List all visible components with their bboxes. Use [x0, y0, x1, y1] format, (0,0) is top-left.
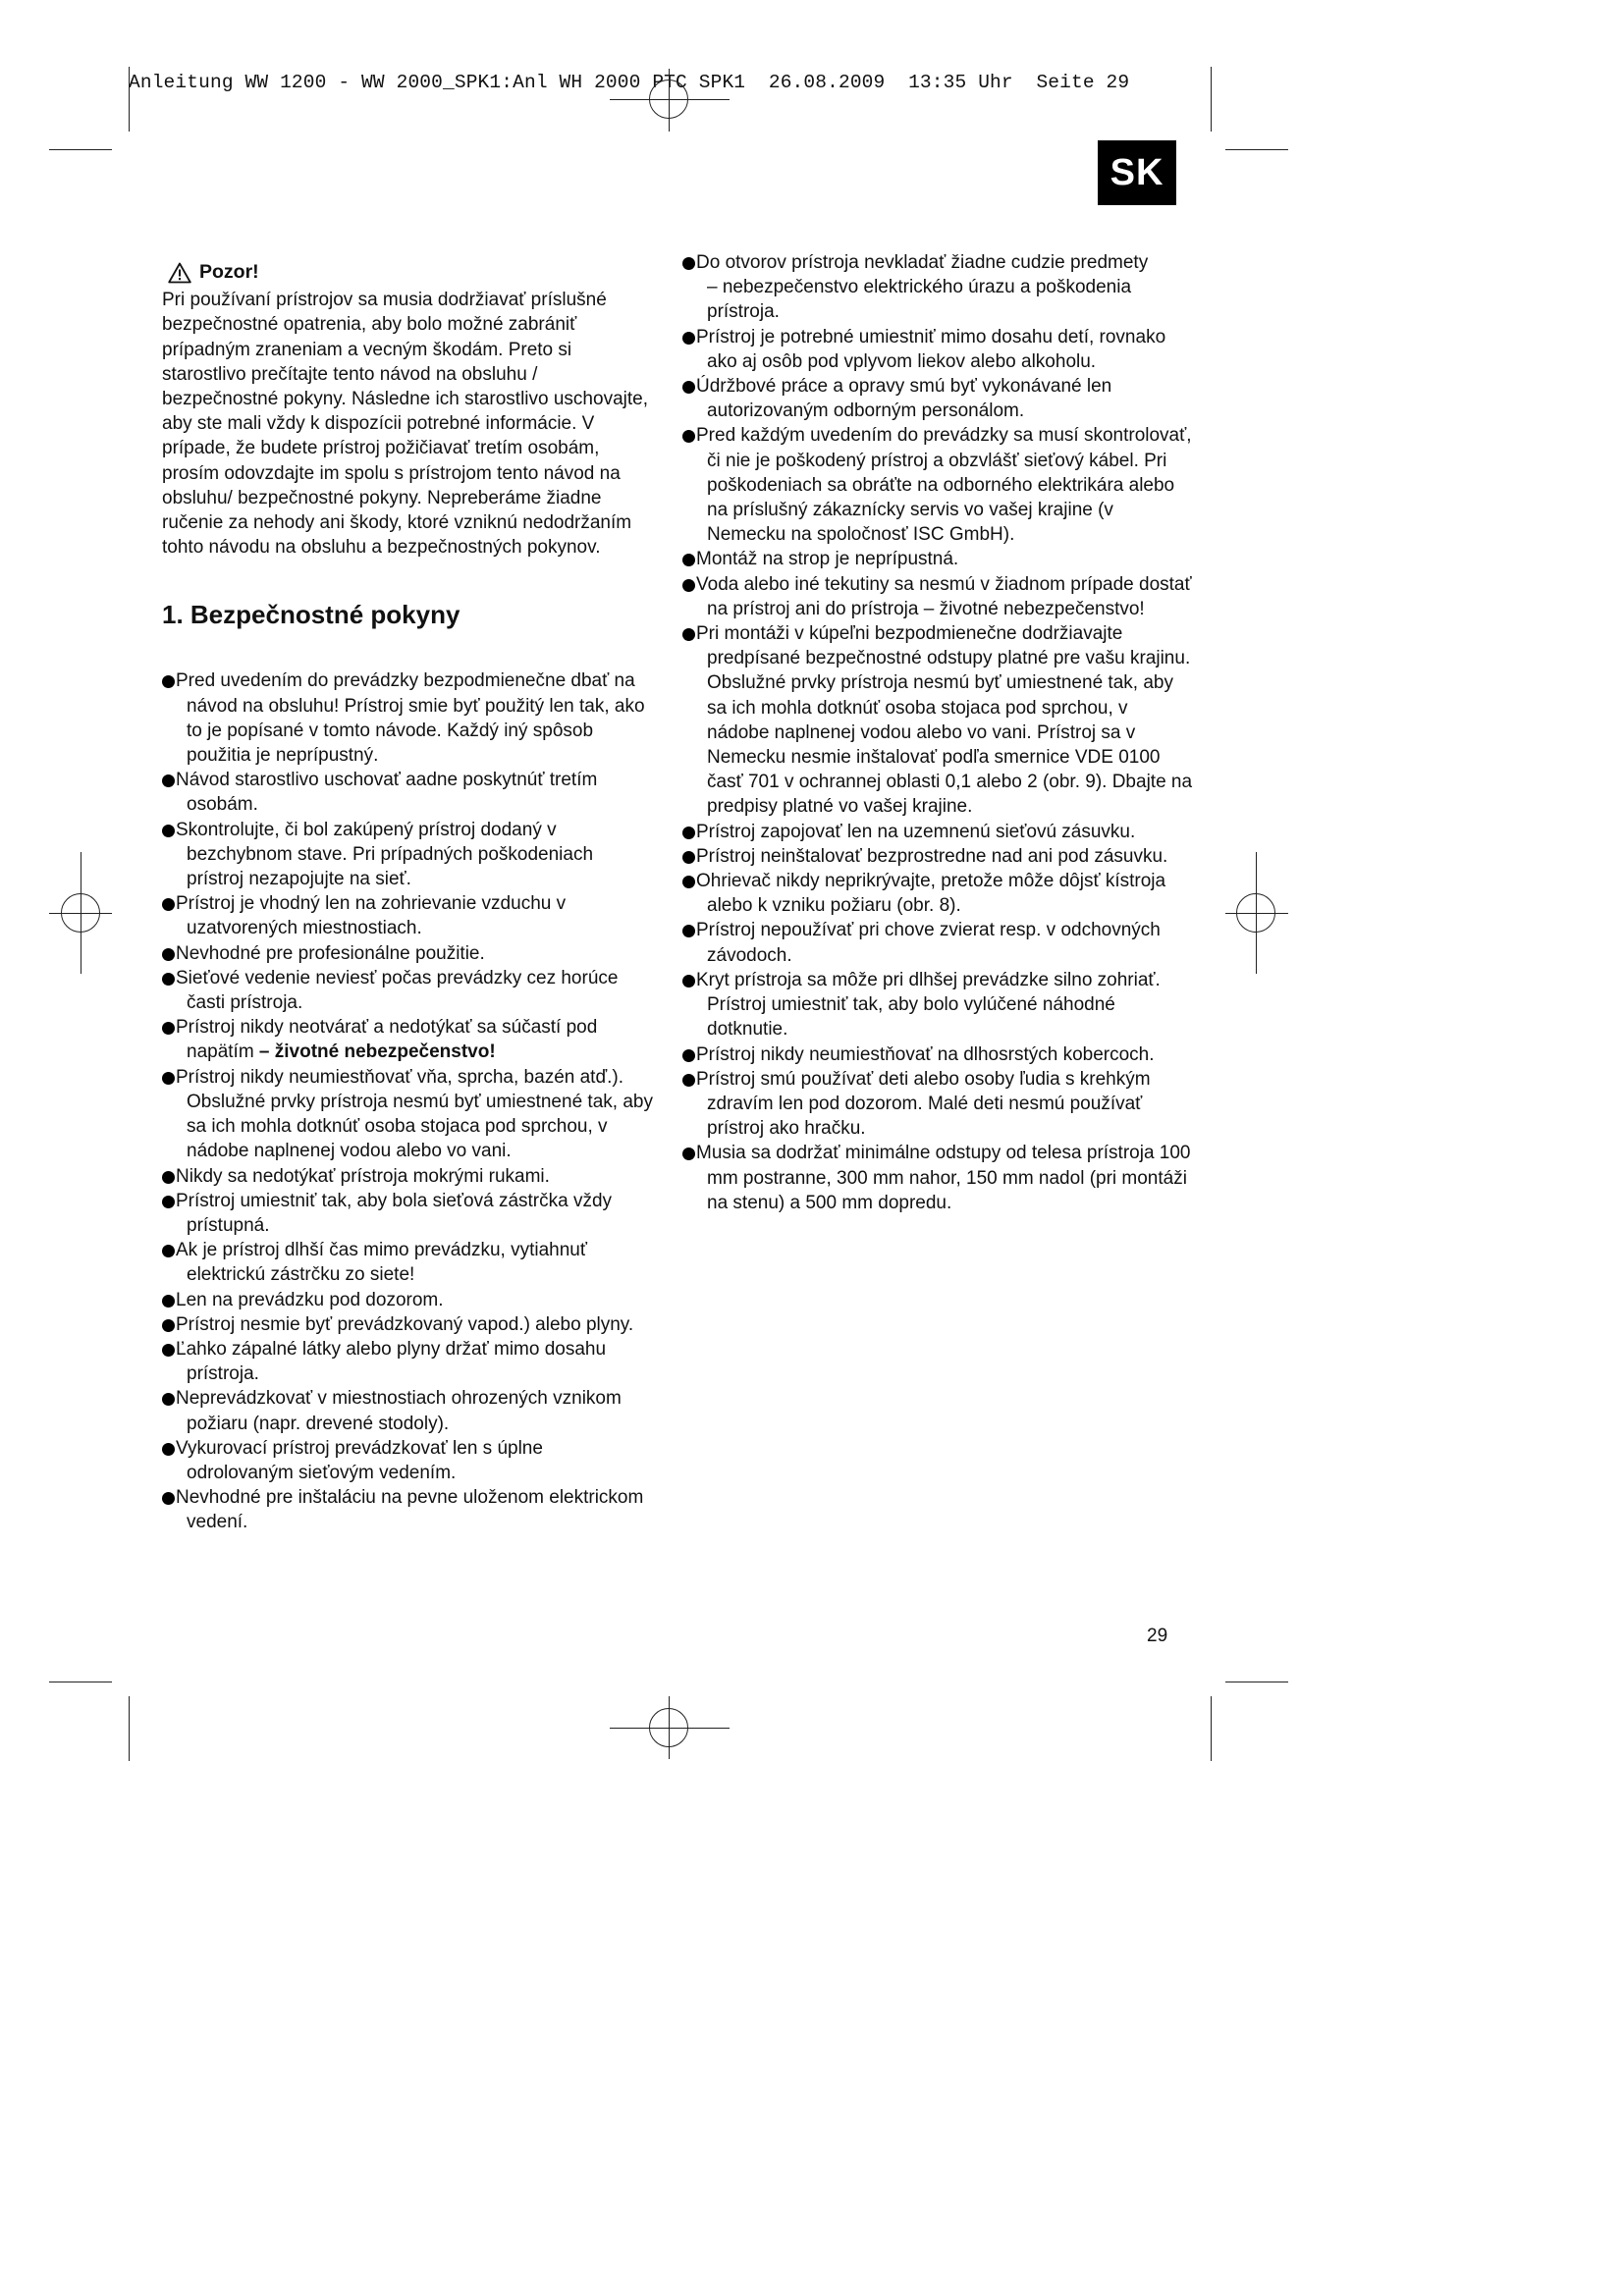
list-item-text: Neprevádzkovať v miestnostiach ohrozených vznikom požiaru (napr. drevené stodoly). [176, 1388, 622, 1434]
crop-mark [1211, 67, 1212, 132]
registration-mark [1236, 893, 1275, 933]
list-item-text: Pred uvedením do prevádzky bezpodmienečne dbať na návod na obsluhu! Prístroj smie byť použitý len tak, ako to je popísané v tomto návode. Každý iný spôsob použitia je neprípustný. [176, 670, 645, 767]
bullet-icon [162, 1393, 175, 1406]
bullet-icon [162, 675, 175, 688]
list-item [162, 966, 653, 1015]
crop-mark [1211, 1696, 1212, 1761]
bullet-icon [682, 1049, 695, 1062]
list-item-text: Pred každým uvedením do prevádzky sa musí skontrolovať, či nie je poškodený prístroj a obzvlášť sieťový kábel. Pri poškodeniach sa obráťte na odborného elektrikára alebo na príslušný zákaznícky servis vo vašej krajine (v Nemecku na spoločnosť ISC GmbH). [696, 425, 1192, 546]
list-item [162, 1065, 653, 1164]
crop-mark [1225, 149, 1288, 150]
list-item [162, 668, 653, 768]
bullet-icon [162, 948, 175, 961]
list-item [682, 820, 1193, 844]
bullet-icon [682, 876, 695, 888]
bullet-icon [162, 774, 175, 787]
list-item-text-wrap [176, 1015, 653, 1064]
bullet-icon [162, 973, 175, 986]
bullet-icon [162, 1443, 175, 1456]
warning-heading [162, 260, 653, 285]
list-item-text: Prístroj nikdy neumiestňovať vňa, sprcha, bazén atď.). Obslužné prvky prístroja nesmú byť umiestnené tak, aby sa ich mohla dotknúť osoba stojaca pod sprchou, v nádobe naplnenej vodou alebo vo vani. [176, 1066, 653, 1162]
registration-mark [61, 893, 100, 933]
list-item-text: Nevhodné pre profesionálne použitie. [176, 942, 485, 964]
bullet-icon [682, 332, 695, 345]
list-item [682, 547, 1193, 571]
list-item [162, 891, 653, 940]
list-item-text: Prístroj nikdy neumiestňovať na dlhosrstých kobercoch. [696, 1043, 1155, 1065]
registration-mark [649, 1708, 688, 1747]
list-item-text: Pri montáži v kúpeľni bezpodmienečne dodržiavajte predpísané bezpečnostné odstupy platné pre vašu krajinu. Obslužné prvky prístroja nesmú byť umiestnené tak, aby sa ich mohla dotknúť osoba stojaca pod sprchou, v nádobe naplnenej vodou alebo vo vani. Prístroj sa v Nemecku nesmie inštalovať podľa smernice VDE 0100 časť 701 v ochrannej oblasti 0,1 alebo 2 (obr. 9). Dbajte na predpisy platné vo vašej krajine. [696, 623, 1193, 818]
warning-body: Pri používaní prístrojov sa musia dodržiavať príslušné bezpečnostné opatrenia, aby bolo možné zabrániť prípadným zraneniam a vecným škodám. Preto si starostlivo prečítajte tento návod na obsluhu / bezpečnostné pokyny. Následne ich starostlivo uschovajte, aby ste mali vždy k dispozícii potrebné informácie. V prípade, že budete prístroj požičiavať tretím osobám, prosím odovzdajte im spolu s prístrojom tento návod na obsluhu/ bezpečnostné pokyny. Nepreberáme žiadne ručenie za nehody ani škody, ktoré vzniknú nedodržaním tohto návodu na obsluhu a bezpečnostných pokynov. [162, 290, 648, 559]
list-item-text: Ak je prístroj dlhší čas mimo prevádzku, vytiahnuť elektrickú zástrčku zo siete! [176, 1240, 587, 1286]
list-item [162, 1312, 653, 1337]
bullet-icon [682, 925, 695, 937]
bullet-icon [682, 628, 695, 641]
list-item [682, 968, 1193, 1042]
bullet-icon [162, 1171, 175, 1184]
list-item [162, 1189, 653, 1238]
list-item [162, 1337, 653, 1386]
danger-emphasis: – životné nebezpečenstvo! [253, 1041, 496, 1063]
list-item-text: Prístroj nikdy neotvárať a nedotýkať sa súčastí pod napätím [176, 1017, 598, 1063]
list-item-text: Voda alebo iné tekutiny sa nesmú v žiadnom prípade dostať na prístroj ani do prístroja – životné nebezpečenstvo! [696, 573, 1192, 619]
list-item-text: Montáž na strop je neprípustná. [696, 549, 959, 570]
list-item [682, 1042, 1193, 1067]
left-column [162, 260, 653, 1535]
list-item-text: Prístroj nepoužívať pri chove zvierat resp. v odchovných závodoch. [696, 920, 1161, 966]
list-item-text: Nikdy sa nedotýkať prístroja mokrými rukami. [176, 1165, 550, 1187]
list-item [682, 1067, 1193, 1142]
safety-list-left [162, 668, 653, 1534]
list-item [682, 918, 1193, 967]
list-item-text: Len na prevádzku pod dozorom. [176, 1289, 444, 1310]
safety-list-right [682, 250, 1193, 1215]
bullet-icon [682, 851, 695, 864]
list-item-text: Musia sa dodržať minimálne odstupy od telesa prístroja 100 mm postranne, 300 mm nahor, 150 mm nadol (pri montáži na stenu) a 500 mm dopredu. [696, 1143, 1191, 1213]
list-item [162, 1238, 653, 1287]
list-item [682, 844, 1193, 869]
crop-mark [129, 67, 130, 132]
list-item [162, 941, 653, 966]
bullet-icon [682, 1148, 695, 1160]
bullet-icon [162, 1492, 175, 1505]
bullet-icon [162, 1022, 175, 1035]
list-item-text: Do otvorov prístroja nevkladať žiadne cudzie predmety – nebezpečenstvo elektrického úrazu a poškodenia prístroja. [696, 252, 1149, 323]
list-item-text: Sieťové vedenie neviesť počas prevádzky cez horúce časti prístroja. [176, 967, 619, 1014]
bullet-icon [682, 257, 695, 270]
bullet-icon [162, 1295, 175, 1308]
list-item-text: Prístroj je potrebné umiestniť mimo dosahu detí, rovnako ako aj osôb pod vplyvom liekov alebo alkoholu. [696, 326, 1166, 372]
warning-title: Pozor! [199, 261, 259, 283]
bullet-icon [162, 1319, 175, 1332]
bullet-icon [162, 898, 175, 911]
bullet-icon [682, 975, 695, 988]
bullet-icon [682, 1074, 695, 1087]
list-item [162, 1288, 653, 1312]
list-item [682, 869, 1193, 918]
crop-mark [129, 1696, 130, 1761]
list-item [682, 572, 1193, 621]
list-item [682, 374, 1193, 423]
list-item-text: Prístroj umiestniť tak, aby bola sieťová zástrčka vždy prístupná. [176, 1190, 613, 1236]
list-item-text: Prístroj smú používať deti alebo osoby ľudia s krehkým zdravím len pod dozorom. Malé deti nesmú používať prístroj ako hračku. [696, 1068, 1151, 1140]
list-item-text: Kryt prístroja sa môže pri dlhšej prevádzke silno zohriať. Prístroj umiestniť tak, aby bolo vylúčené náhodné dotknutie. [696, 969, 1161, 1041]
list-item [162, 1485, 653, 1534]
bullet-icon [162, 1196, 175, 1208]
print-slug-line: Anleitung WW 1200 - WW 2000_SPK1:Anl WH 2000 PTC SPK1 26.08.2009 13:35 Uhr Seite 29 [129, 72, 1130, 93]
list-item-text: Prístroj je vhodný len na zohrievanie vzduchu v uzatvorených miestnostiach. [176, 893, 567, 939]
list-item-text: Návod starostlivo uschovať aadne poskytnúť tretím osobám. [176, 770, 598, 816]
bullet-icon [162, 825, 175, 837]
bullet-icon [682, 554, 695, 566]
list-item-text: Vykurovací prístroj prevádzkovať len s úplne odrolovaným sieťovým vedením. [176, 1437, 543, 1483]
list-item-text: Prístroj nesmie byť prevádzkovaný vapod.) alebo plyny. [176, 1313, 634, 1335]
list-item [682, 325, 1193, 374]
list-item-text: Ohrievač nikdy neprikrývajte, pretože môže dôjsť kístroja alebo k vzniku požiaru (obr. 8). [696, 871, 1166, 917]
language-badge: SK [1098, 140, 1176, 205]
list-item-text: Skontrolujte, či bol zakúpený prístroj dodaný v bezchybnom stave. Pri prípadných poškodeniach prístroj nezapojujte na sieť. [176, 819, 594, 890]
list-item-text: Prístroj zapojovať len na uzemnenú sieťovú zásuvku. [696, 821, 1136, 842]
warning-triangle-icon [168, 262, 191, 284]
section-title: 1. Bezpečnostné pokyny [162, 600, 460, 630]
registration-mark [649, 80, 688, 119]
bullet-icon [162, 1072, 175, 1085]
right-column [682, 250, 1193, 1215]
list-item-text: Nevhodné pre inštaláciu na pevne uloženom elektrickom vedení. [176, 1487, 644, 1533]
list-item [162, 768, 653, 817]
list-item [162, 1436, 653, 1485]
list-item [162, 1386, 653, 1435]
list-item [682, 423, 1193, 547]
bullet-icon [682, 430, 695, 443]
crop-mark [49, 149, 112, 150]
list-item [682, 621, 1193, 820]
list-item [162, 1015, 653, 1064]
list-item-text: Prístroj neinštalovať bezprostredne nad ani pod zásuvku. [696, 845, 1168, 867]
bullet-icon [162, 1344, 175, 1357]
bullet-icon [682, 579, 695, 592]
list-item [682, 250, 1193, 325]
list-item [162, 818, 653, 892]
bullet-icon [682, 381, 695, 394]
list-item-text: Údržbové práce a opravy smú byť vykonávané len autorizovaným odborným personálom. [696, 376, 1112, 422]
bullet-icon [682, 827, 695, 839]
list-item-text: Ľahko zápalné látky alebo plyny držať mimo dosahu prístroja. [176, 1338, 607, 1385]
list-item [162, 1164, 653, 1189]
bullet-icon [162, 1245, 175, 1257]
page-number: 29 [1147, 1626, 1168, 1646]
list-item [682, 1141, 1193, 1215]
